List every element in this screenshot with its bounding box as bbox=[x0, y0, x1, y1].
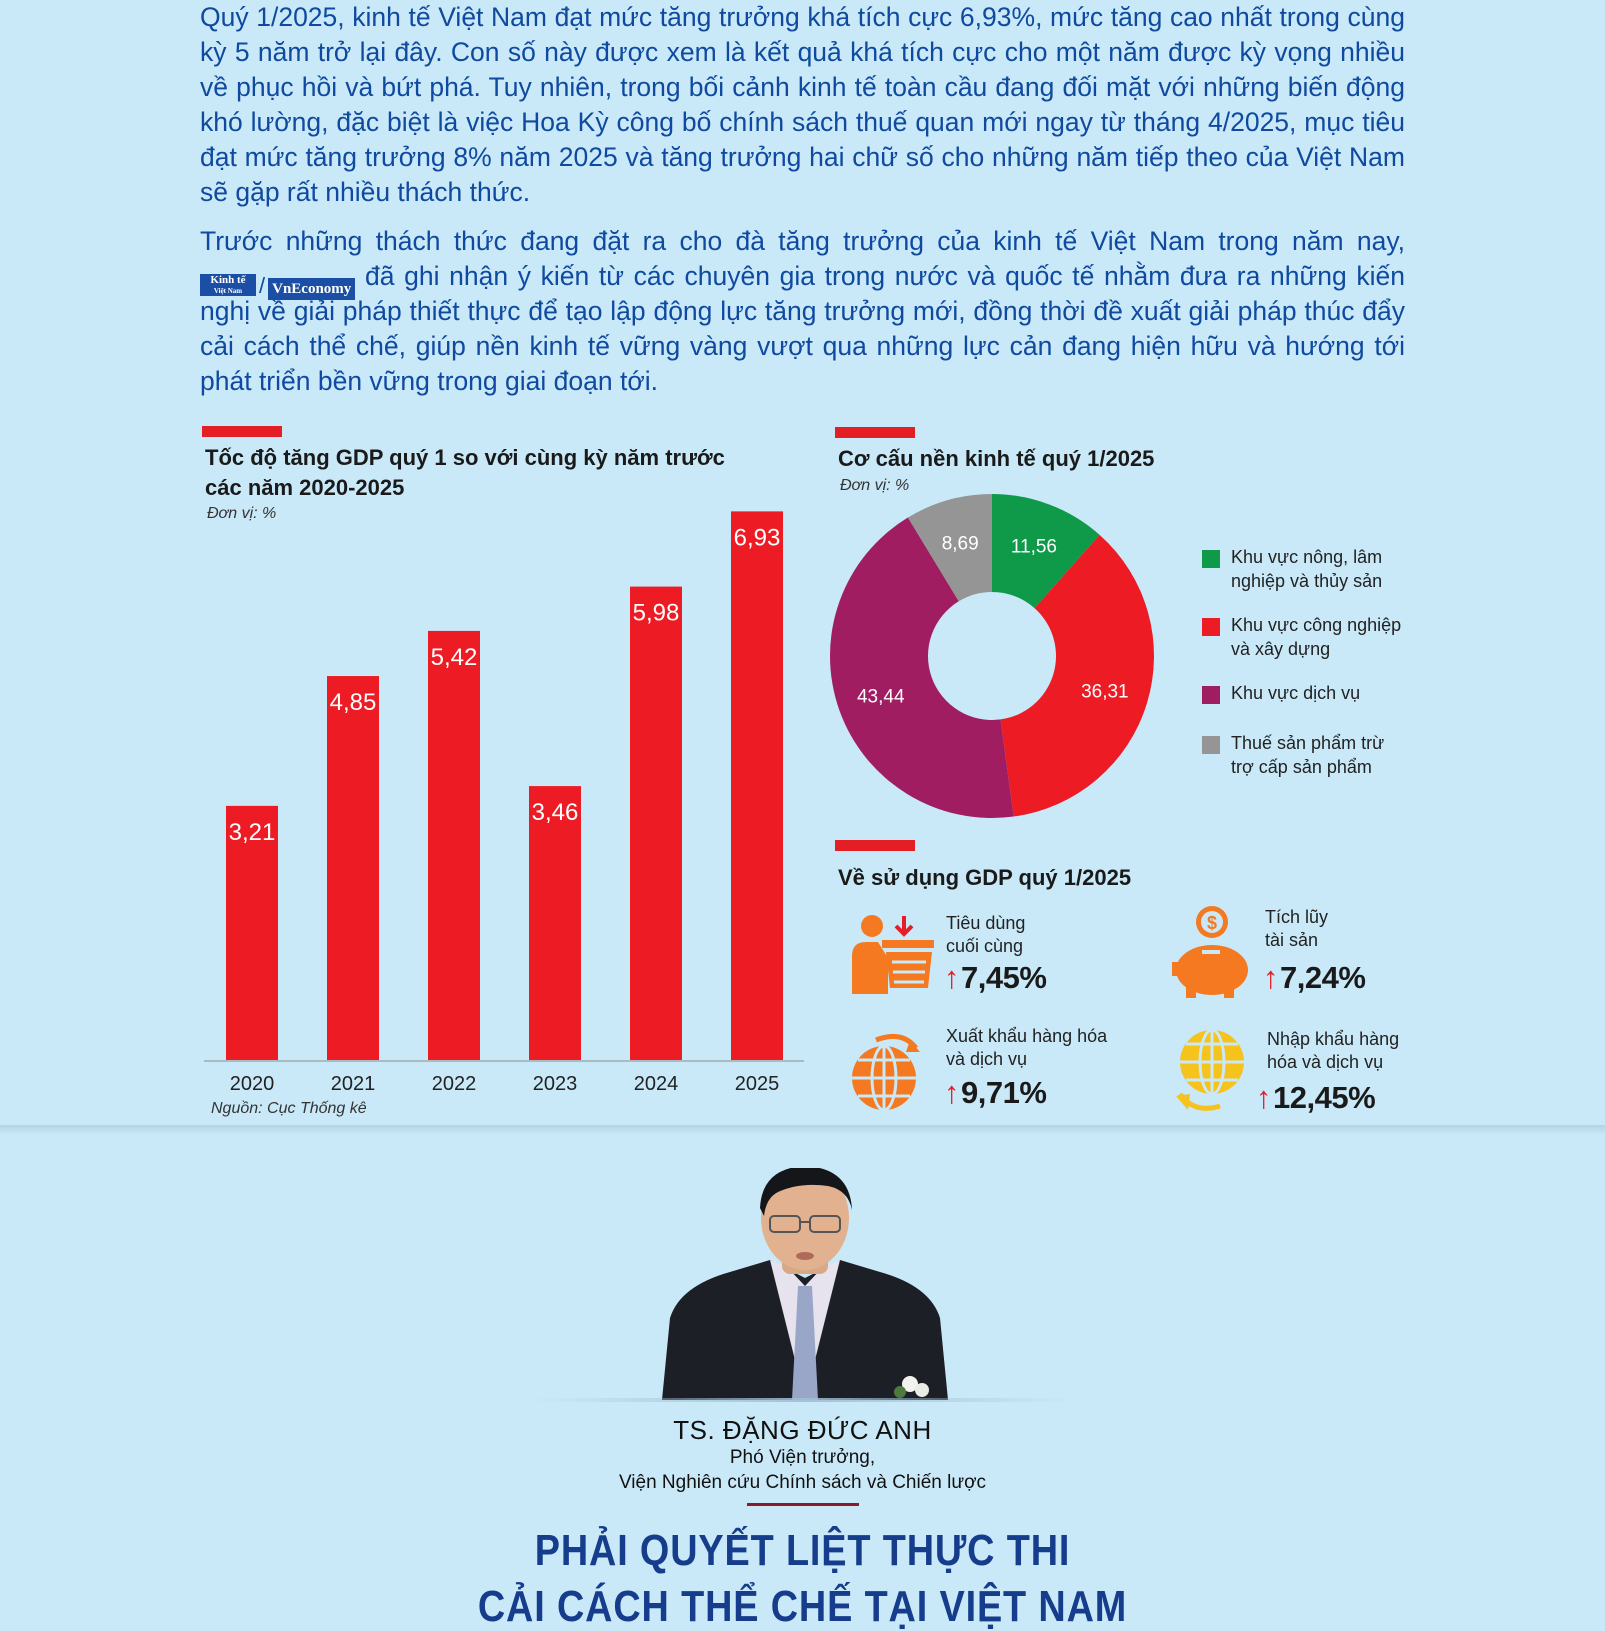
intro-text bbox=[200, 0, 1405, 413]
logo-separator: / bbox=[259, 273, 266, 298]
bar-value-label: 5,42 bbox=[430, 643, 478, 671]
bar-2024 bbox=[630, 587, 682, 1060]
globe-export-icon bbox=[846, 1030, 926, 1114]
x-tick-label: 2024 bbox=[633, 1073, 679, 1095]
bar-value-label: 5,98 bbox=[632, 599, 680, 627]
slice-value-label: 43,44 bbox=[856, 686, 905, 708]
pie-chart-title: Cơ cấu nền kinh tế quý 1/2025 bbox=[838, 446, 1155, 471]
name-underline bbox=[747, 1503, 859, 1506]
legend-label: Thuế sản phẩm trừ bbox=[1231, 733, 1385, 753]
intro-paragraph-2 bbox=[200, 224, 1405, 399]
usage-title: Về sử dụng GDP quý 1/2025 bbox=[838, 865, 1132, 890]
slice-value-label: 36,31 bbox=[1081, 681, 1129, 703]
bar-value-label: 3,21 bbox=[228, 818, 276, 846]
legend-item: Thuế sản phẩm trừ trợ cấp sản phẩm bbox=[1202, 731, 1432, 779]
intro-paragraph-2-start: Trước những thách thức đang đặt ra cho đà tăng trưởng của kinh tế Việt Nam trong năm nay, bbox=[200, 226, 1405, 256]
publication-logo bbox=[200, 267, 355, 298]
speaker-institute: Viện Nghiên cứu Chính sách và Chiến lược bbox=[618, 1472, 987, 1493]
bar-2025 bbox=[731, 511, 783, 1060]
vneconomy-logo: VnEconomy bbox=[268, 278, 355, 300]
svg-text:$: $ bbox=[1206, 913, 1218, 933]
legend-item bbox=[1202, 681, 1432, 705]
pie-chart-accent bbox=[835, 427, 915, 438]
intro-paragraph-2-end: đã ghi nhận ý kiến từ các chuyên gia trong nước và quốc tế nhằm đưa ra những kiến nghị về giải pháp thiết thực để tạo lập động lực tăng trưởng mới, đồng thời đề xuất giải pháp thúc đẩy cải cách thể chế, giúp nền kinh tế vững vàng vượt qua những lực cản đang hiện hữu và hướng tới phát triển bền vững trong giai đoạn tới. bbox=[200, 261, 1405, 396]
bar-value-label: 3,46 bbox=[531, 799, 579, 827]
shopping-basket-icon bbox=[848, 912, 940, 996]
headline-line-2: CẢI CÁCH THỂ CHẾ TẠI VIỆT NAM bbox=[477, 1582, 1128, 1631]
pie-chart-unit: Đơn vị: % bbox=[840, 477, 910, 494]
bar-2021 bbox=[327, 676, 379, 1060]
bar-2023 bbox=[529, 786, 581, 1060]
legend-label: Khu vực công nghiệp bbox=[1231, 615, 1402, 635]
pie-legend bbox=[1202, 545, 1432, 799]
legend-swatch-red bbox=[1202, 618, 1220, 636]
legend-swatch-gray bbox=[1202, 736, 1220, 754]
x-tick-label: 2023 bbox=[532, 1073, 578, 1095]
legend-swatch-green bbox=[1202, 550, 1220, 568]
usage-accent bbox=[835, 840, 915, 851]
chart-source: Nguồn: Cục Thống kê bbox=[211, 1100, 367, 1117]
usage-label-consumption: Tiêu dùng cuối cùng bbox=[946, 913, 1026, 956]
x-tick-label: 2025 bbox=[734, 1073, 780, 1095]
x-tick-label: 2021 bbox=[330, 1073, 376, 1095]
usage-label-export: Xuất khẩu hàng hóa và dịch vụ bbox=[946, 1026, 1108, 1069]
section-divider bbox=[0, 1125, 1605, 1135]
legend-swatch-purple bbox=[1202, 686, 1220, 704]
usage-label-accumulation: Tích lũy tài sản bbox=[1265, 907, 1329, 950]
speaker-title: Phó Viện trưởng, bbox=[729, 1447, 876, 1468]
usage-value-accumulation: ↑7,24% bbox=[1263, 960, 1366, 995]
x-tick-label: 2022 bbox=[431, 1073, 477, 1095]
slice-value-label: 8,69 bbox=[941, 533, 979, 555]
piggy-bank-icon bbox=[1172, 904, 1252, 1000]
bar-value-label: 6,93 bbox=[733, 524, 781, 552]
legend-item: Khu vực công nghiệp và xây dựng bbox=[1202, 613, 1432, 661]
portrait-baseline bbox=[530, 1398, 1075, 1402]
speaker-portrait bbox=[660, 1168, 950, 1400]
usage-value-export: ↑9,71% bbox=[944, 1075, 1047, 1110]
x-tick-label: 2020 bbox=[229, 1073, 275, 1095]
bar-2022 bbox=[428, 631, 480, 1060]
globe-import-icon bbox=[1170, 1026, 1250, 1114]
headline-line-1: PHẢI QUYẾT LIỆT THỰC THI bbox=[534, 1526, 1071, 1575]
legend-label: Khu vực nông, lâm bbox=[1231, 547, 1383, 567]
bar-chart-title: Tốc độ tăng GDP quý 1 so với cùng kỳ năm trước các năm 2020-2025 bbox=[205, 445, 725, 500]
bar-chart-accent bbox=[202, 426, 282, 437]
gdp-growth-bar-chart bbox=[200, 480, 810, 1100]
speaker-name: TS. ĐẶNG ĐỨC ANH bbox=[673, 1415, 932, 1445]
economy-structure-donut-chart bbox=[830, 485, 1170, 825]
bar-value-label: 4,85 bbox=[329, 689, 377, 717]
legend-item: Khu vực nông, lâm nghiệp và thủy sản bbox=[1202, 545, 1432, 593]
usage-value-consumption: ↑7,45% bbox=[944, 960, 1047, 995]
slice-value-label: 11,56 bbox=[1010, 536, 1057, 558]
legend-label: Khu vực dịch vụ bbox=[1231, 683, 1361, 703]
usage-label-import: Nhập khẩu hàng hóa và dịch vụ bbox=[1267, 1029, 1400, 1072]
usage-value-import: ↑12,45% bbox=[1256, 1080, 1376, 1115]
intro-paragraph-1: Quý 1/2025, kinh tế Việt Nam đạt mức tăng trưởng khá tích cực 6,93%, mức tăng cao nhất trong cùng kỳ 5 năm trở lại đây. Con số này được xem là kết quả khá tích cực cho một năm được kỳ vọng nhiều về phục hồi và bứt phá. Tuy nhiên, trong bối cảnh kinh tế toàn cầu đang đối mặt với những biến động khó lường, đặc biệt là việc Hoa Kỳ công bố chính sách thuế quan mới ngay từ tháng 4/2025, mục tiêu đạt mức tăng trưởng 8% năm 2025 và tăng trưởng hai chữ số cho những năm tiếp theo của Việt Nam sẽ gặp rất nhiều thách thức. bbox=[200, 2, 1405, 207]
bar-chart-unit: Đơn vị: % bbox=[207, 505, 277, 522]
kinh-te-logo: Kinh tế Việt Nam bbox=[200, 274, 256, 296]
